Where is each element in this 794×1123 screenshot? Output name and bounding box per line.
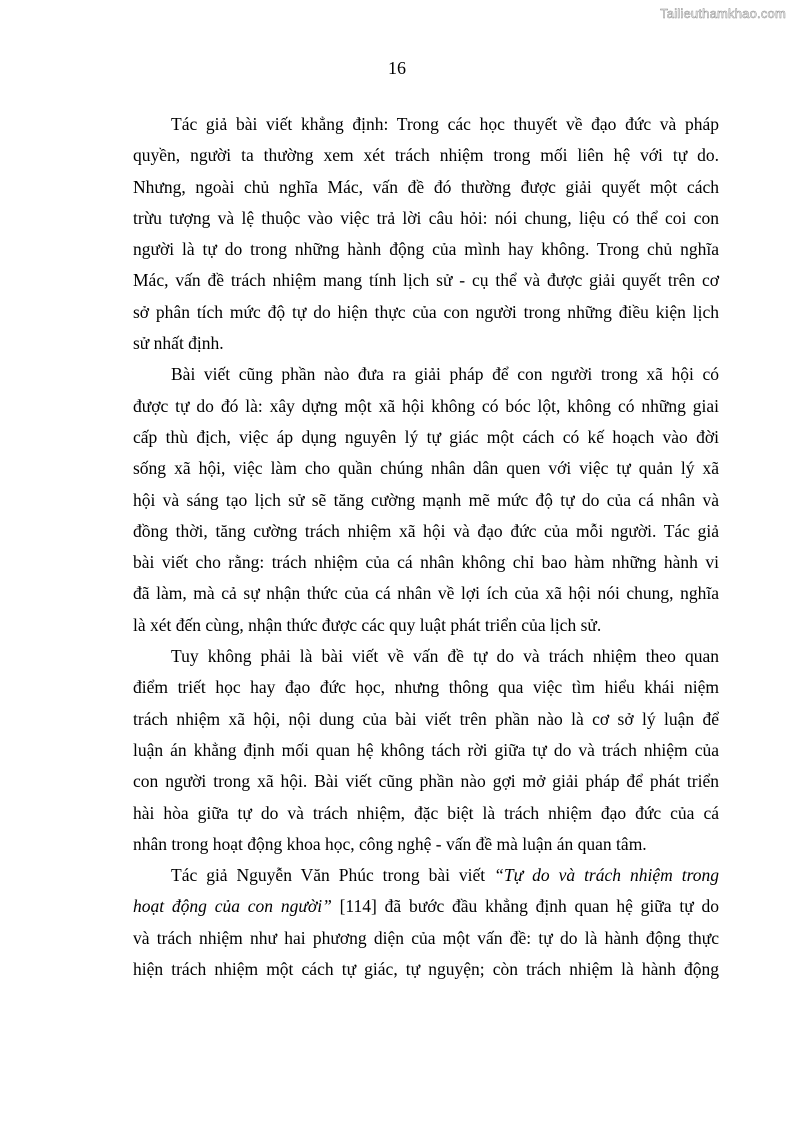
text-run: Tác giả Nguyễn Văn Phúc trong bài viết xyxy=(171,865,495,886)
paragraph-1 xyxy=(133,109,719,359)
paragraph-3 xyxy=(133,641,719,860)
text-line: luận án khẳng định mối quan hệ không tách rời giữa tự do và trách nhiệm của xyxy=(133,739,719,760)
text-line: con người trong xã hội. Bài viết cũng phần nào gợi mở giải pháp để phát triển xyxy=(133,771,719,792)
text-line: được tự do đó là: xây dựng một xã hội không có bóc lột, không có những giai xyxy=(133,395,719,416)
text-line: Tuy không phải là bài viết về vấn đề tự do và trách nhiệm theo quan xyxy=(171,646,719,667)
text-line: là xét đến cùng, nhận thức được các quy luật phát triển của lịch sử. xyxy=(133,614,602,635)
text-line: Bài viết cũng phần nào đưa ra giải pháp để con người trong xã hội có xyxy=(171,364,719,385)
text-line xyxy=(133,891,719,922)
text-line: Tác giả bài viết khẳng định: Trong các học thuyết về đạo đức và pháp xyxy=(171,114,719,134)
text-line: Nhưng, ngoài chủ nghĩa Mác, vấn đề đó thường được giải quyết một cách xyxy=(133,176,719,197)
text-line: sống xã hội, việc làm cho quần chúng nhân dân quen với việc tự quản lý xã xyxy=(133,458,719,479)
text-line: hiện trách nhiệm một cách tự giác, tự nguyện; còn trách nhiệm là hành động xyxy=(133,959,719,980)
text-line: bài viết cho rằng: trách nhiệm của cá nhân không chỉ bao hàm những hành vi xyxy=(133,552,719,573)
paragraph-2 xyxy=(133,359,719,641)
watermark: Tailieuthamkhao.com xyxy=(660,6,786,21)
text-line xyxy=(133,860,719,891)
text-line: hội và sáng tạo lịch sử sẽ tăng cường mạnh mẽ mức độ tự do của cá nhân và xyxy=(133,489,719,510)
text-line: nhân trong hoạt động khoa học, công nghệ - vấn đề mà luận án quan tâm. xyxy=(133,833,647,854)
cited-article-title: “Tự do và trách nhiệm trong xyxy=(494,865,719,886)
text-line: sử nhất định. xyxy=(133,333,224,354)
text-line: Mác, vấn đề trách nhiệm mang tính lịch sử - cụ thể và được giải quyết trên cơ xyxy=(133,270,719,291)
text-line: sở phân tích mức độ tự do hiện thực của con người trong những điều kiện lịch xyxy=(133,301,719,322)
text-line: đồng thời, tăng cường trách nhiệm xã hội và đạo đức của mỗi người. Tác giả xyxy=(133,520,719,541)
body-text xyxy=(133,109,719,985)
paragraph-4 xyxy=(133,860,719,985)
text-line: cấp thù địch, việc áp dụng nguyên lý tự giác một cách có kế hoạch vào đời xyxy=(133,426,719,447)
text-line: điểm triết học hay đạo đức học, nhưng thông qua việc tìm hiểu khái niệm xyxy=(133,677,719,698)
cited-article-title: hoạt động của con người” xyxy=(133,896,332,917)
text-line: trách nhiệm xã hội, nội dung của bài viết trên phần nào là cơ sở lý luận để xyxy=(133,708,719,729)
text-line: và trách nhiệm như hai phương diện của một vấn đề: tự do là hành động thực xyxy=(133,927,719,948)
page-number: 16 xyxy=(388,58,406,78)
text-line: quyền, người ta thường xem xét trách nhiệm trong mối liên hệ với tự do. xyxy=(133,145,719,166)
text-line: hài hòa giữa tự do và trách nhiệm, đặc biệt là trách nhiệm đạo đức của cá xyxy=(133,802,719,823)
text-line: trừu tượng và lệ thuộc vào việc trả lời câu hỏi: nói chung, liệu có thể coi con xyxy=(133,207,719,228)
text-run: [114] đã bước đầu khẳng định quan hệ giữa tự do xyxy=(331,896,719,917)
text-line: người là tự do trong những hành động của mình hay không. Trong chủ nghĩa xyxy=(133,239,719,260)
text-line: đã làm, mà cả sự nhận thức của cá nhân về lợi ích của xã hội nói chung, nghĩa xyxy=(133,583,719,604)
